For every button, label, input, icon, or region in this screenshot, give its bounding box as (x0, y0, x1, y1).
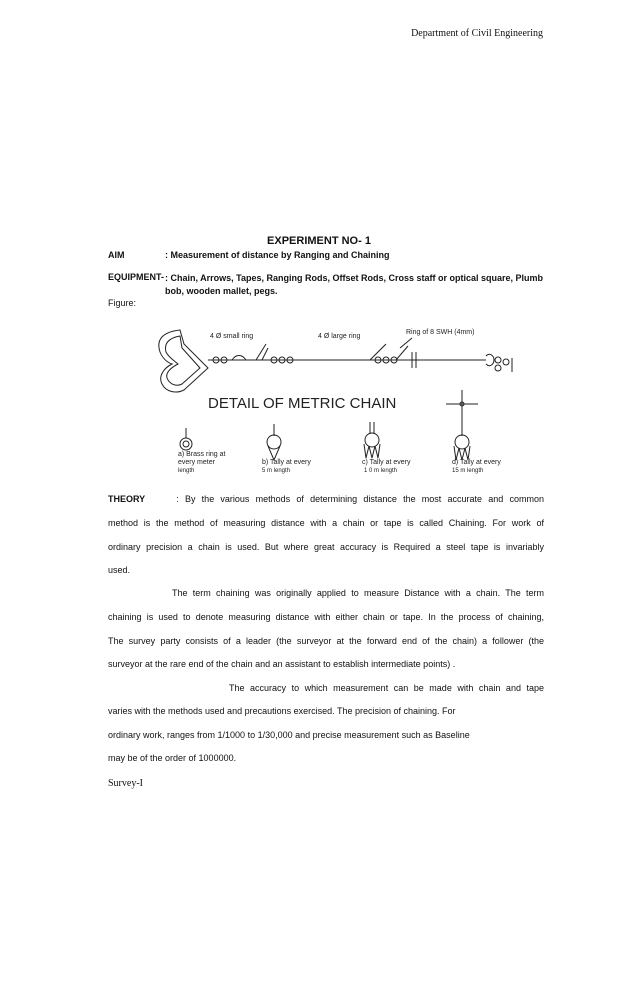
theory-p3-line1: The accuracy to which measurement can be made with chain and tape (229, 683, 544, 693)
tally-b-line2: 5 m length (262, 468, 291, 474)
theory-p1-line3: ordinary precision a chain is used. But where great accuracy is Required a steel tape is invariably (108, 542, 544, 552)
equipment-label: EQUIPMENT- (108, 272, 165, 282)
tally-10m-icon (364, 422, 380, 458)
tally-a-line3: length (178, 468, 195, 474)
tally-d-line2: 15 m length (452, 468, 484, 474)
tally-d-line1: d) Tally at every (452, 459, 501, 466)
label-swg-ring: Ring of 8 SWH (4mm) (406, 329, 475, 336)
theory-p2-line2: chaining is used to denote measuring distance with either chain or tape. In the process of chaining, (108, 612, 544, 622)
department-header: Department of Civil Engineering (411, 28, 543, 39)
footer-course: Survey-I (108, 778, 143, 789)
theory-p3-line3: ordinary work, ranges from 1/1000 to 1/30,000 and precise measurement such as Baseline (108, 730, 470, 740)
figure-title: DETAIL OF METRIC CHAIN (208, 395, 397, 412)
tally-5m-icon (267, 424, 281, 460)
theory-p1-line1: : By the various methods of determining distance the most accurate and common (176, 494, 544, 504)
theory-p3-line4: may be of the order of 1000000. (108, 753, 237, 763)
label-large-ring: 4 Ø large ring (318, 333, 361, 340)
theory-p3-line2: varies with the methods used and precautions exercised. The precision of chaining. For (108, 706, 456, 716)
tally-c-line1: c) Tally at every (362, 459, 411, 466)
aim-label: AIM (108, 250, 125, 260)
equipment-text: : Chain, Arrows, Tapes, Ranging Rods, Offset Rods, Cross staff or optical square, Plumb bob, wooden mallet, pegs. (165, 273, 544, 296)
theory-p2-line4: surveyor at the rare end of the chain and an assistant to establish intermediate points) . (108, 659, 456, 669)
tally-b-line1: b) Tally at every (262, 459, 311, 466)
theory-label: THEORY (108, 494, 146, 504)
tally-15m-icon (454, 430, 470, 460)
experiment-title: EXPERIMENT NO- 1 (267, 235, 371, 247)
theory-p1-line4: used. (108, 565, 131, 575)
figure-label: Figure: (108, 298, 137, 308)
theory-p2-line3: The survey party consists of a leader (the surveyor at the forward end of the chain) a follower (the (108, 636, 544, 646)
aim-text: : Measurement of distance by Ranging and Chaining (165, 250, 390, 260)
theory-p1-line2: method is the method of measuring distance with a chain or tape is called Chaining. For work of (108, 518, 544, 528)
tally-c-line2: 1 0 m length (364, 468, 398, 474)
tally-a-line2: every meter (178, 459, 215, 466)
theory-p2-line1: The term chaining was originally applied to measure Distance with a chain. The term (172, 588, 544, 598)
theory-line-1 (108, 493, 544, 505)
label-small-ring: 4 Ø small ring (210, 333, 254, 340)
metric-chain-figure (150, 318, 530, 478)
tally-a-line1: a) Brass ring at (178, 451, 226, 458)
brass-ring-icon (180, 428, 192, 450)
